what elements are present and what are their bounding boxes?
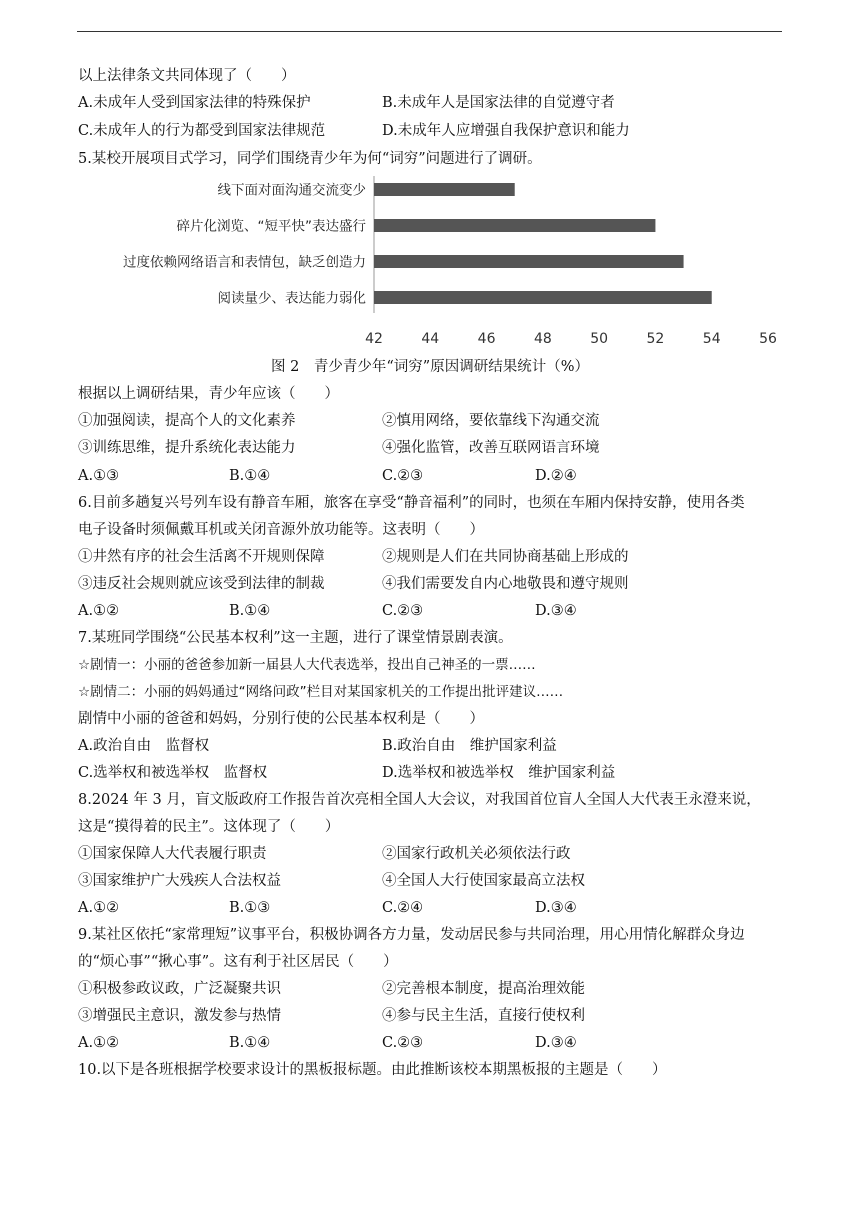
q9-statement-4: ④参与民主生活，直接行使权利 — [382, 1008, 585, 1024]
q7-question: 剧情中小丽的爸爸和妈妈，分别行使的公民基本权利是（ ） — [78, 711, 484, 727]
q8-option-d[interactable]: D.③④ — [535, 900, 577, 916]
q8-statement-4: ④全国人大行使国家最高立法权 — [382, 873, 585, 889]
x-tick-label: 50 — [590, 331, 609, 347]
q9-option-b[interactable]: B.①④ — [229, 1035, 271, 1051]
figure-caption: 图 2 青少青少年“词穷”原因调研结果统计（%） — [271, 359, 589, 375]
q4-option-a[interactable]: A.未成年人受到国家法律的特殊保护 — [78, 95, 311, 111]
q6-statement-4: ④我们需要发自内心地敬畏和遵守规则 — [382, 576, 629, 592]
survey-bar-chart — [78, 176, 790, 352]
q6-statement-3: ③违反社会规则就应该受到法律的制裁 — [78, 576, 325, 592]
x-tick-label: 46 — [477, 331, 496, 347]
q9-stem-line2: 的“烦心事”“揪心事”。这有利于社区居民（ ） — [78, 954, 398, 970]
q6-stem-line1: 6.目前多趟复兴号列车设有静音车厢，旅客在享受“静音福利”的同时，也须在车厢内保持安静，使用各类 — [78, 495, 745, 511]
q5-statement-1: ①加强阅读，提高个人的文化素养 — [78, 413, 296, 429]
bar — [374, 219, 655, 232]
q6-stem-line2: 电子设备时须佩戴耳机或关闭音源外放功能等。这表明（ ） — [78, 522, 484, 538]
q8-stem-line1: 8.2024 年 3 月，盲文版政府工作报告首次亮相全国人大会议，对我国首位盲人全国人大代表王永澄来说， — [78, 792, 761, 808]
q5-option-b[interactable]: B.①④ — [229, 468, 271, 484]
q7-plot-1: ☆剧情一：小丽的爸爸参加新一届县人大代表选举，投出自己神圣的一票…… — [78, 657, 536, 673]
x-tick-label: 54 — [702, 331, 721, 347]
category-label: 碎片化浏览、“短平快”表达盛行 — [176, 218, 366, 235]
q8-option-a[interactable]: A.①② — [78, 900, 120, 916]
q4-option-c[interactable]: C.未成年人的行为都受到国家法律规范 — [78, 123, 326, 139]
q9-statement-2: ②完善根本制度，提高治理效能 — [382, 981, 585, 997]
q9-statement-3: ③增强民主意识，激发参与热情 — [78, 1008, 281, 1024]
q5-option-c[interactable]: C.②③ — [382, 468, 424, 484]
bar — [374, 291, 712, 304]
q7-plot-2: ☆剧情二：小丽的妈妈通过“网络问政”栏目对某国家机关的工作提出批评建议…… — [78, 684, 564, 700]
q4-option-d[interactable]: D.未成年人应增强自我保护意识和能力 — [382, 123, 630, 139]
q4-stem: 以上法律条文共同体现了（ ） — [78, 68, 296, 84]
q7-option-c[interactable]: C.选举权和被选举权 监督权 — [78, 765, 268, 781]
q6-option-c[interactable]: C.②③ — [382, 603, 424, 619]
x-tick-label: 52 — [646, 331, 665, 347]
category-label: 过度依赖网络语言和表情包，缺乏创造力 — [123, 254, 366, 271]
q8-option-b[interactable]: B.①③ — [229, 900, 271, 916]
header-rule — [77, 31, 782, 32]
q7-option-a[interactable]: A.政治自由 监督权 — [78, 738, 210, 754]
q5-option-a[interactable]: A.①③ — [78, 468, 120, 484]
q5-statement-2: ②慎用网络，要依靠线下沟通交流 — [382, 413, 600, 429]
x-tick-label: 48 — [533, 331, 552, 347]
q8-option-c[interactable]: C.②④ — [382, 900, 424, 916]
q9-option-c[interactable]: C.②③ — [382, 1035, 424, 1051]
x-tick-label: 56 — [759, 331, 777, 347]
q5-stem: 5.某校开展项目式学习，同学们围绕青少年为何“词穷”问题进行了调研。 — [78, 151, 542, 167]
q8-stem-line2: 这是“摸得着的民主”。这体现了（ ） — [78, 819, 340, 835]
x-tick-label: 42 — [365, 331, 383, 347]
q7-option-b[interactable]: B.政治自由 维护国家利益 — [382, 738, 557, 754]
q6-option-a[interactable]: A.①② — [78, 603, 120, 619]
q7-stem: 7.某班同学围绕“公民基本权利”这一主题，进行了课堂情景剧表演。 — [78, 630, 513, 646]
q5-statement-4: ④强化监管，改善互联网语言环境 — [382, 440, 600, 456]
bar — [374, 255, 684, 268]
q7-option-d[interactable]: D.选举权和被选举权 维护国家利益 — [382, 765, 616, 781]
x-tick-label: 44 — [421, 331, 440, 347]
q4-option-b[interactable]: B.未成年人是国家法律的自觉遵守者 — [382, 95, 615, 111]
q10-stem: 10.以下是各班根据学校要求设计的黑板报标题。由此推断该校本期黑板报的主题是（ ） — [78, 1062, 667, 1078]
q8-statement-2: ②国家行政机关必须依法行政 — [382, 846, 571, 862]
q8-statement-3: ③国家维护广大残疾人合法权益 — [78, 873, 281, 889]
q5-question: 根据以上调研结果，青少年应该（ ） — [78, 386, 339, 402]
bar — [374, 183, 515, 196]
q9-stem-line1: 9.某社区依托“家常理短”议事平台，积极协调各方力量，发动居民参与共同治理，用心用情化解群众身边 — [78, 927, 745, 943]
q9-statement-1: ①积极参政议政，广泛凝聚共识 — [78, 981, 281, 997]
q9-option-d[interactable]: D.③④ — [535, 1035, 577, 1051]
q6-option-b[interactable]: B.①④ — [229, 603, 271, 619]
q6-statement-1: ①井然有序的社会生活离不开规则保障 — [78, 549, 325, 565]
q6-statement-2: ②规则是人们在共同协商基础上形成的 — [382, 549, 629, 565]
category-label: 线下面对面沟通交流变少 — [217, 182, 366, 199]
q8-statement-1: ①国家保障人大代表履行职责 — [78, 846, 267, 862]
category-label: 阅读量少、表达能力弱化 — [217, 290, 366, 307]
q6-option-d[interactable]: D.③④ — [535, 603, 577, 619]
q5-option-d[interactable]: D.②④ — [535, 468, 577, 484]
q9-option-a[interactable]: A.①② — [78, 1035, 120, 1051]
q5-statement-3: ③训练思维，提升系统化表达能力 — [78, 440, 296, 456]
